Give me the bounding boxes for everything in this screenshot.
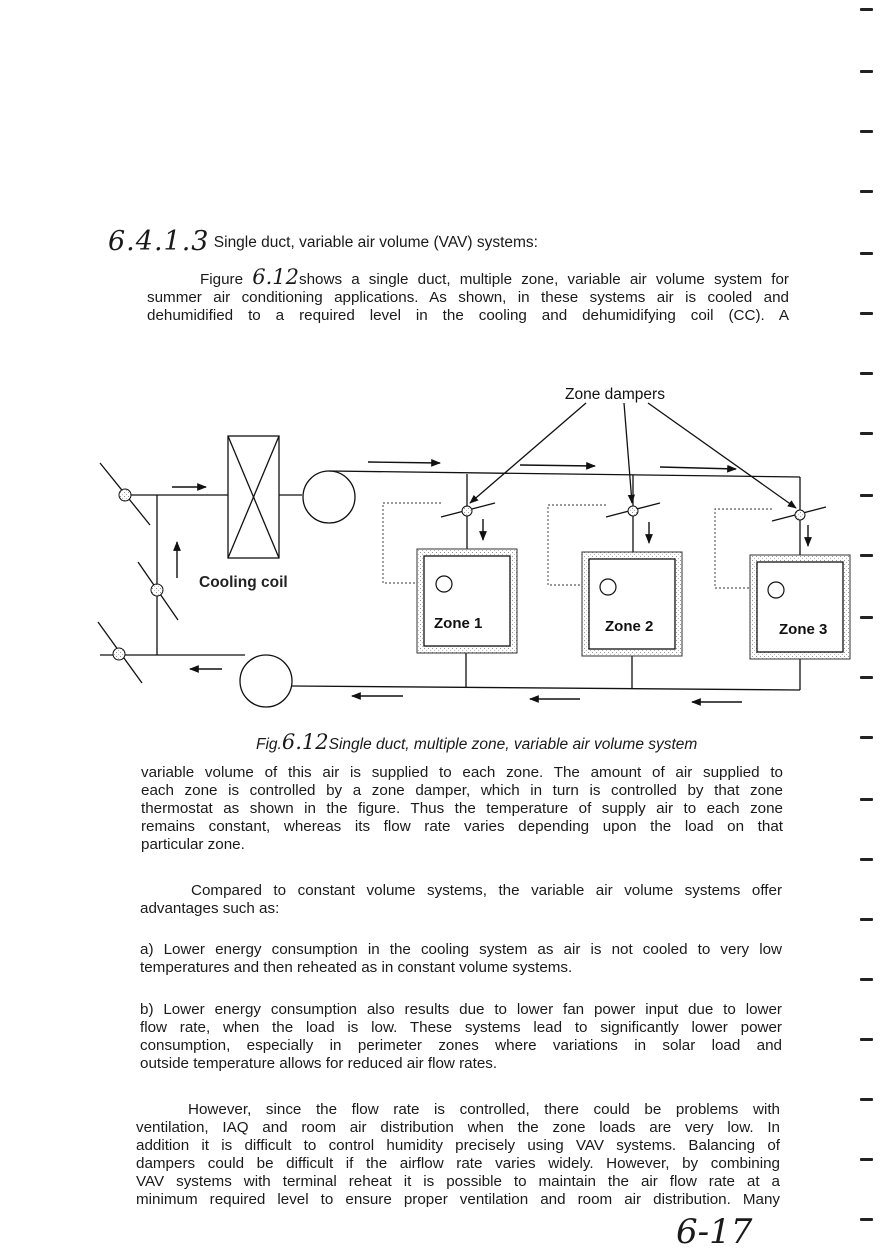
zones (417, 549, 850, 659)
advantage-a (140, 941, 782, 977)
return-fan (240, 655, 292, 707)
paragraph-1 (141, 764, 783, 854)
para3-line: However, since the flow rate is controlled, there could be problems with (188, 1101, 780, 1118)
intro-fig-ref: 6.12 (252, 265, 299, 289)
item-b-line: b) Lower energy consumption also results due to lower fan power input due to lower (140, 1001, 782, 1018)
section-title: Single duct, variable air volume (VAV) systems: (213, 234, 538, 251)
para1-line: variable volume of this air is supplied to each zone. The amount of air supplied to (141, 764, 783, 781)
para2-line: Compared to constant volume systems, the variable air volume systems offer (191, 882, 782, 899)
supply-main-duct (329, 471, 800, 477)
para3-line: minimum required level to ensure proper ventilation and room air distribution. Many (136, 1191, 780, 1208)
item-a-line: a) Lower energy consumption in the cooling system as air is not cooled to very low (140, 941, 782, 958)
zone-2-label: Zone 2 (605, 618, 654, 635)
item-b-line: flow rate, when the load is low. These systems lead to significantly lower power (140, 1019, 782, 1036)
vav-diagram (0, 370, 886, 720)
zone-1-label: Zone 1 (434, 615, 483, 632)
supply-fan (303, 471, 355, 523)
item-a-line: temperatures and then reheated as in constant volume systems. (140, 959, 573, 976)
item-b-line: consumption, especially in perimeter zones where variations in solar load and (140, 1037, 782, 1054)
intro-line1: shows a single duct, multiple zone, variable air volume system for (298, 271, 789, 288)
caption-text: Single duct, multiple zone, variable air volume system (328, 736, 698, 753)
intro-line3: dehumidified to a required level in the cooling and dehumidifying coil (CC). A (147, 307, 789, 324)
page-number: 6-17 (676, 1212, 753, 1252)
caption-number: 6.12 (281, 730, 329, 754)
section-number: 6.4.1.3 (108, 226, 210, 257)
zone-3-label: Zone 3 (779, 621, 828, 638)
intro-line2: summer air conditioning applications. As shown, in these systems air is cooled and (147, 289, 789, 306)
paragraph-3 (136, 1101, 780, 1209)
return-main-duct (292, 686, 800, 690)
para2-line: advantages such as: (140, 900, 280, 917)
para1-line: remains constant, whereas its flow rate varies depending upon the load on that (141, 818, 783, 835)
para3-line: ventilation, IAQ and room air distribution when the zone loads are very low. In (136, 1119, 780, 1136)
caption-prefix: Fig. (256, 736, 282, 753)
zone-dampers-label: Zone dampers (565, 386, 665, 403)
para1-line: thermostat as shown in the figure. Thus the temperature of supply air to each zone (141, 800, 783, 817)
intro-paragraph (147, 265, 789, 325)
cooling-coil-label: Cooling coil (199, 574, 288, 591)
para1-line: particular zone. (141, 836, 245, 853)
para3-line: addition it is difficult to control humidity precisely using VAV systems. Balancing of (136, 1137, 780, 1154)
advantage-b (140, 1001, 782, 1073)
para1-line: each zone is controlled by a zone damper, which in turn is controlled by that zone (141, 782, 783, 799)
item-b-line: outside temperature allows for reduced air flow rates. (140, 1055, 498, 1072)
section-heading (108, 226, 538, 257)
figure-caption (256, 730, 697, 754)
intro-lead: Figure (200, 271, 244, 288)
para3-line: dampers could be difficult if the airflow rate varies widely. However, by combining (136, 1155, 780, 1172)
para3-line: VAV systems with terminal reheat it is possible to maintain the air flow rate at a (136, 1173, 780, 1190)
paragraph-2 (140, 882, 782, 918)
